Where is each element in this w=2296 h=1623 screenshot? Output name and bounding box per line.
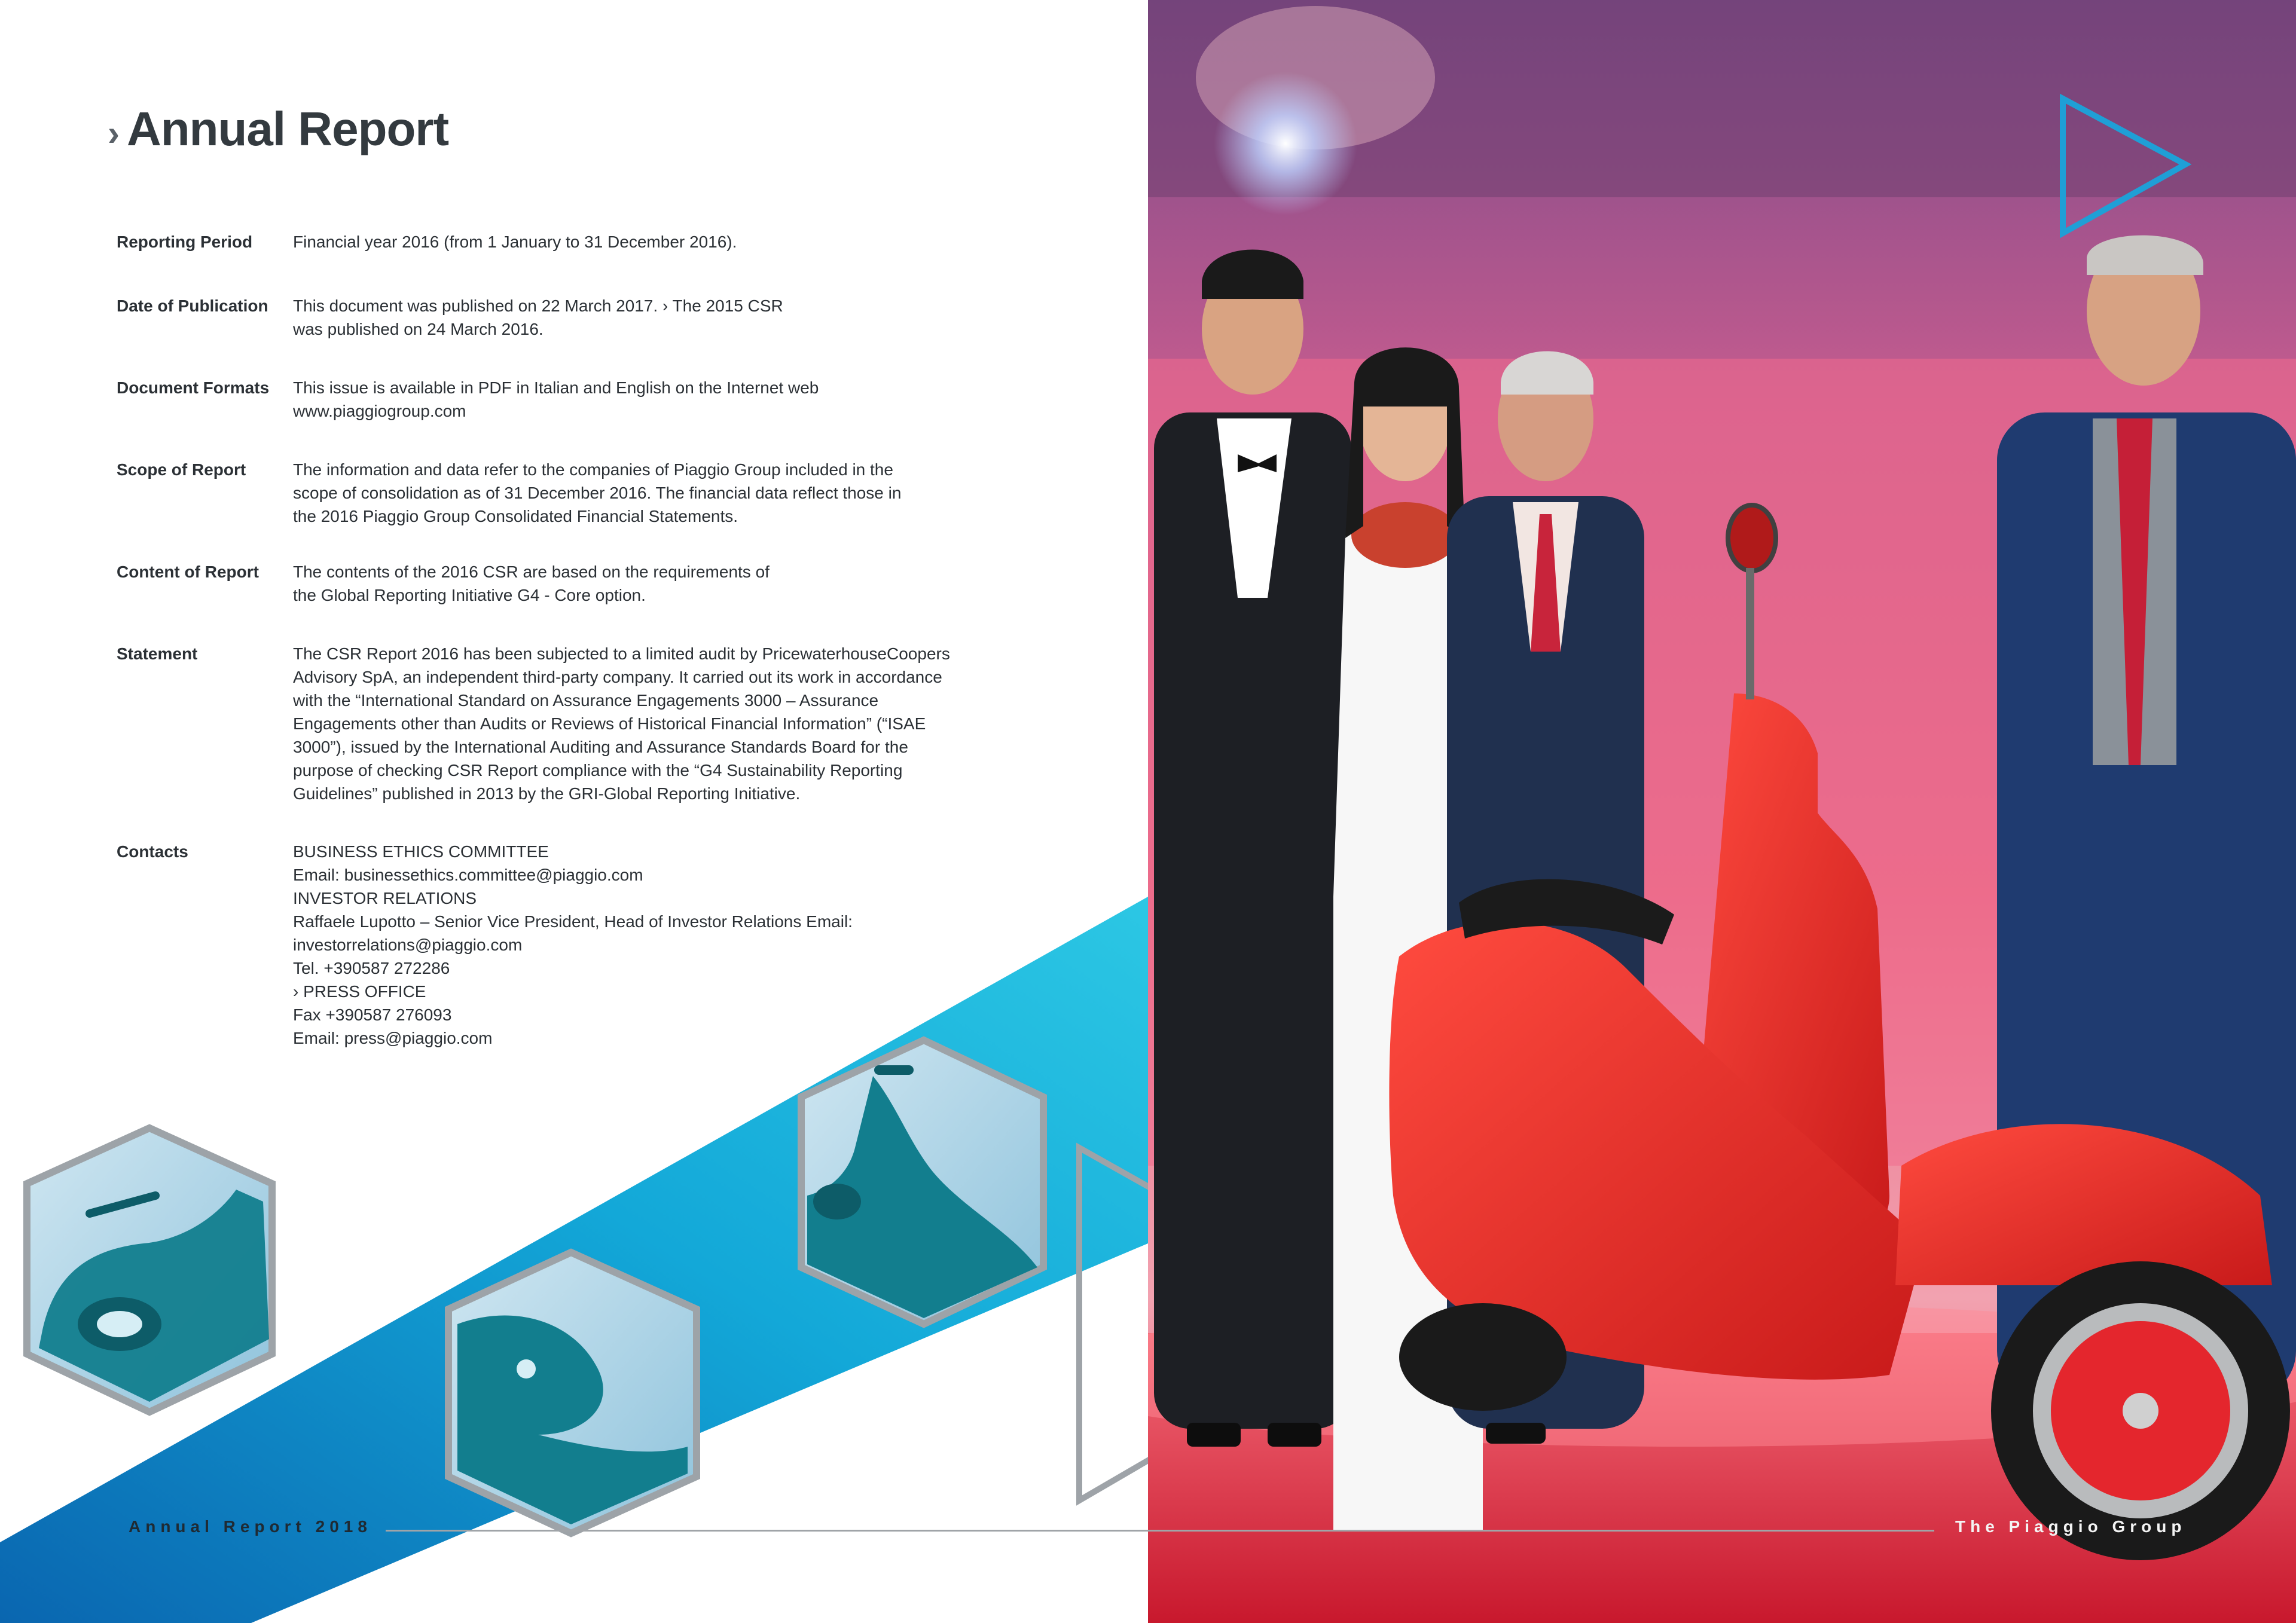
info-value: Financial year 2016 (from 1 January to 31 December 2016).: [293, 233, 737, 251]
info-label: Reporting Period: [117, 233, 253, 251]
play-triangle-icon: [1079, 1148, 1148, 1500]
event-photo: [1148, 0, 2296, 1623]
info-label: Contacts: [117, 842, 188, 861]
hexagon-tile-scooter-side: [27, 1128, 272, 1412]
info-value: BUSINESS ETHICS COMMITTEE Email: businessethics.committee@piaggio.com INVESTOR RELATIONS Raffaele Lupotto – Senior Vice President, Head of Investor Relations Email: investorrelations@piaggio.com Tel. +390587 272286 › PRESS OFFICE Fax +390587 276093 Email: press@piaggio.com: [293, 842, 853, 1047]
info-label: Statement: [117, 644, 198, 663]
info-value: The CSR Report 2016 has been subjected to a limited audit by PricewaterhouseCoopers Advisory SpA, an independent third-party company. It carried out its work in accordance with the “International Standard on Assurance Engagements 3000 – Assurance Engagements other than Audits or Reviews of Historical Financial Information” (“ISAE 3000”), issued by the International Auditing and Assurance Standards Board for the purpose of checking CSR Report compliance with the “G4 Sustainability Reporting Guidelines” published in 2013 by the GRI-Global Reporting Initiative.: [293, 644, 950, 803]
hexagon-tile-scooter-detail: [448, 1252, 697, 1533]
footer-right-label: The Piaggio Group: [1955, 1517, 2187, 1536]
info-value: This issue is available in PDF in Italian and English on the Internet web www.piaggiogroup.com: [293, 378, 819, 420]
page-title-text: Annual Report: [126, 102, 449, 155]
hexagon-tile-scooter-front: [801, 1040, 1043, 1324]
info-label: Document Formats: [117, 378, 270, 397]
footer-divider: [386, 1530, 1934, 1532]
info-label: Date of Publication: [117, 297, 268, 315]
footer-left-label: Annual Report 2018: [129, 1517, 372, 1536]
info-value: This document was published on 22 March 2017. › The 2015 CSR was published on 24 March 2016.: [293, 297, 783, 338]
info-value: The information and data refer to the companies of Piaggio Group included in the scope of consolidation as of 31 December 2016. The financial data reflect those in the 2016 Piaggio Group Consolidated Financial Statements.: [293, 460, 902, 525]
info-value: The contents of the 2016 CSR are based on the requirements of the Global Reporting Initiative G4 - Core option.: [293, 563, 770, 604]
person-tuxedo: [1154, 250, 1351, 1447]
info-label: Content of Report: [117, 563, 259, 581]
info-label: Scope of Report: [117, 460, 246, 479]
chevron-right-icon: ›: [108, 113, 120, 153]
event-photo-illustration: [1148, 0, 2296, 1623]
